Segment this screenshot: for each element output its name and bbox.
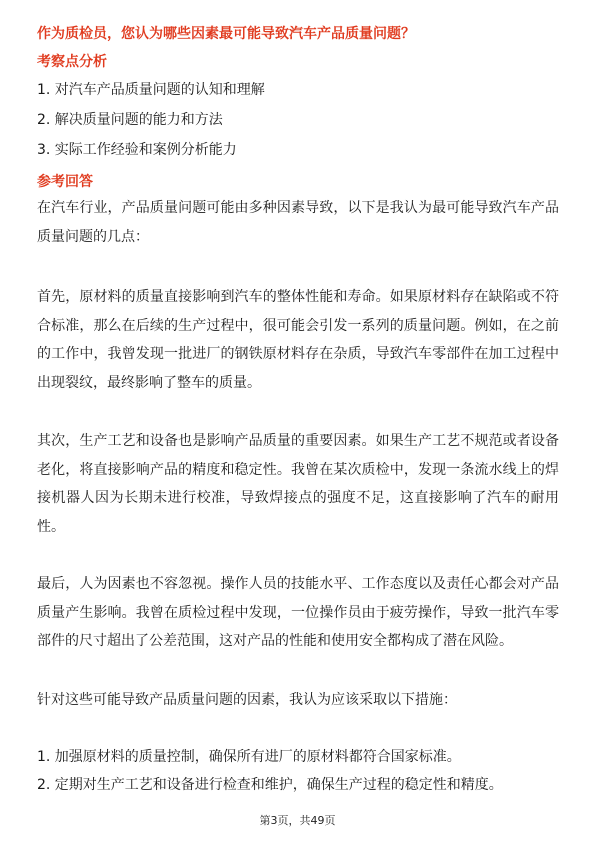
measure-item: 1. 加强原材料的质量控制，确保所有进厂的原材料都符合国家标准。 — [37, 749, 461, 765]
answer-paragraph-raw-materials: 首先，原材料的质量直接影响到汽车的整体性能和寿命。如果原材料存在缺陷或不符合标准，那么在后续的生产过程中，很可能会引发一系列的质量问题。例如，在之前的工作中，我曾发现一批进厂的钢铁原材料存在杂质，导致汽车零部件在加工过程中出现裂纹，最终影响了整车的质量。 — [37, 289, 559, 391]
answer-paragraph-human-factors: 最后，人为因素也不容忽视。操作人员的技能水平、工作态度以及责任心都会对产品质量产生影响。我曾在质检过程中发现，一位操作员由于疲劳操作，导致一批汽车零部件的尺寸超出了公差范围，这对产品的性能和使用安全都构成了潜在风险。 — [37, 576, 559, 649]
analysis-heading: 考察点分析 — [37, 54, 107, 70]
measure-item: 2. 定期对生产工艺和设备进行检查和维护，确保生产过程的稳定性和精度。 — [37, 777, 503, 793]
answer-heading: 参考回答 — [37, 174, 93, 190]
answer-paragraph-intro: 在汽车行业，产品质量问题可能由多种因素导致，以下是我认为最可能导致汽车产品质量问题的几点： — [37, 200, 559, 245]
analysis-point: 1. 对汽车产品质量问题的认知和理解 — [37, 82, 265, 98]
analysis-point: 2. 解决质量问题的能力和方法 — [37, 112, 223, 128]
answer-paragraph-process-equipment: 其次，生产工艺和设备也是影响产品质量的重要因素。如果生产工艺不规范或者设备老化，将直接影响产品的精度和稳定性。我曾在某次质检中，发现一条流水线上的焊接机器人因为长期未进行校准，导致焊接点的强度不足，这直接影响了汽车的耐用性。 — [37, 433, 559, 535]
page-number: 第3页，共49页 — [259, 814, 336, 827]
question-title: 作为质检员，您认为哪些因素最可能导致汽车产品质量问题？ — [37, 26, 415, 42]
answer-paragraph-measures-intro: 针对这些可能导致产品质量问题的因素，我认为应该采取以下措施： — [37, 692, 457, 708]
analysis-point: 3. 实际工作经验和案例分析能力 — [37, 142, 237, 158]
